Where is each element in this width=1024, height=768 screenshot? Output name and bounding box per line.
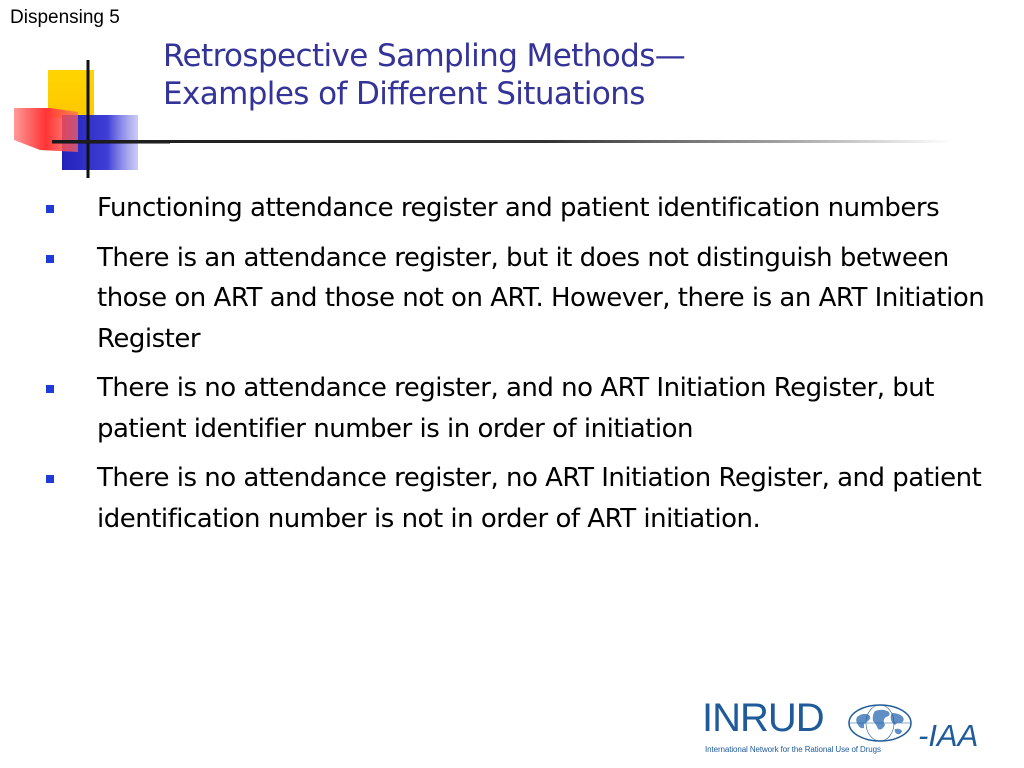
bullet-item [44, 368, 1004, 449]
bullet-item [44, 458, 1004, 539]
decorative-blocks [0, 0, 170, 190]
slide-number-label: Dispensing 5 [10, 7, 120, 28]
logo-name: INRUD [702, 696, 824, 740]
bullet-text: There is an attendance register, but it does not distinguish between those on ART and those not on ART. However, there is an ART Initiation Register [97, 242, 985, 354]
logo-suffix: -IAA [918, 718, 979, 753]
square-bullet-icon [46, 255, 54, 263]
bullet-text: There is no attendance register, no ART Initiation Register, and patient identification number is not in order of ART initiation. [97, 463, 982, 534]
title-line-2: Examples of Different Situations [163, 76, 645, 112]
square-bullet-icon [46, 385, 54, 393]
title-divider [52, 140, 952, 143]
bullet-item [44, 188, 1004, 229]
slide-title [163, 37, 983, 113]
logo-tagline: International Network for the Rational Use of Drugs [705, 745, 881, 754]
bullet-text: Functioning attendance register and patient identification numbers [97, 193, 940, 223]
square-bullet-icon [46, 475, 54, 483]
bullet-list [44, 188, 1004, 548]
bullet-item [44, 238, 1004, 360]
title-line-1: Retrospective Sampling Methods— [163, 38, 686, 74]
bullet-text: There is no attendance register, and no ART Initiation Register, but patient identifier number is in order of initiation [97, 373, 934, 444]
inrud-logo [702, 696, 992, 762]
square-bullet-icon [46, 205, 54, 213]
red-block [14, 108, 78, 152]
globe-icon [847, 703, 913, 743]
